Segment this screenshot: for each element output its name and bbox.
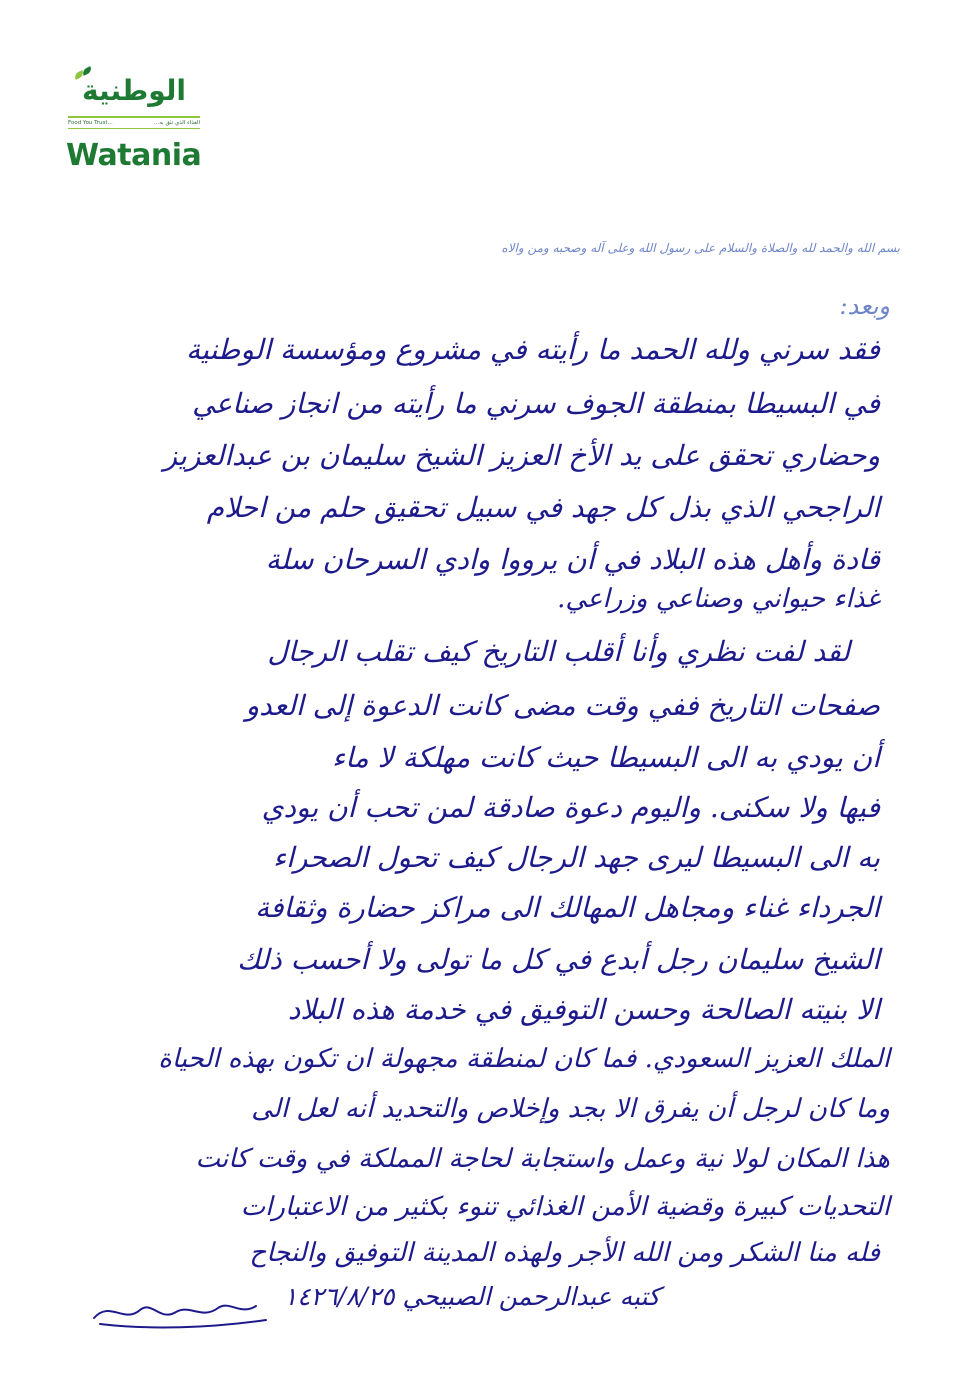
letter-line: أن يودي به الى البسيطا حيث كانت مهلكة لا ماء: [332, 741, 880, 774]
letter-line: الراجحي الذي بذل كل جهد في سبيل تحقيق حلم من احلام: [206, 491, 880, 524]
letter-line: فيها ولا سكنى. واليوم دعوة صادقة لمن تحب أن يودي: [261, 791, 880, 824]
letter-line: الا بنيته الصالحة وحسن التوفيق في خدمة هذه البلاد: [287, 993, 880, 1026]
logo-divider: [68, 128, 200, 129]
letter-line: الشيخ سليمان رجل أبدع في كل ما تولى ولا أحسب ذلك: [237, 943, 880, 976]
letter-line: بسم الله والحمد لله والصلاة والسلام على رسول الله وعلى آله وصحبه ومن والاه: [501, 241, 900, 255]
letter-line: التحديات كبيرة وقضية الأمن الغذائي تنوء بكثير من الاعتبارات: [240, 1192, 890, 1222]
letter-signature-line: كتبه عبدالرحمن الصبيحي ١٤٢٦/٨/٢٥: [283, 1282, 660, 1311]
logo-tagline: [68, 118, 200, 128]
logo-arabic-name: الوطنية: [82, 74, 186, 107]
letter-line: به الى البسيطا ليرى جهد الرجال كيف تحول الصحراء: [272, 841, 880, 874]
letter-line: غذاء حيواني وصناعي وزراعي.: [557, 584, 880, 614]
letter-line: لقد لفت نظري وأنا أقلب التاريخ كيف تقلب الرجال: [267, 635, 850, 668]
letter-line: فقد سرني ولله الحمد ما رأيته في مشروع ومؤسسة الوطنية: [186, 333, 880, 366]
letter-line: وما كان لرجل أن يفرق الا بجد وإخلاص والتحديد أنه لعل الى: [251, 1094, 890, 1124]
letter-line: قادة وأهل هذه البلاد في أن يرووا وادي السرحان سلة: [265, 543, 880, 576]
signature-scribble: [90, 1294, 270, 1334]
logo-tagline-arabic: الغذاء الذي تثق به...: [153, 120, 200, 126]
letter-line: وبعد:: [839, 292, 890, 320]
letter-line: فله منا الشكر ومن الله الأجر ولهذه المدينة التوفيق والنجاح: [249, 1238, 880, 1268]
letter-line: وحضاري تحقق على يد الأخ العزيز الشيخ سليمان بن عبدالعزيز: [163, 439, 880, 472]
company-logo: [66, 68, 206, 178]
letter-line: صفحات التاريخ ففي وقت مضى كانت الدعوة إلى العدو: [245, 689, 880, 722]
handwritten-letter: [60, 228, 920, 1338]
letter-line: الجرداء غناء ومجاهل المهالك الى مراكز حضارة وثقافة: [255, 891, 880, 924]
logo-latin-name: Watania: [66, 138, 202, 173]
letter-line: هذا المكان لولا نية وعمل واستجابة لحاجة المملكة في وقت كانت: [195, 1144, 890, 1174]
letter-line: في البسيطا بمنطقة الجوف سرني ما رأيته من انجاز صناعي: [192, 387, 880, 420]
logo-tagline-latin: Food You Trust...: [68, 120, 113, 126]
letter-line: الملك العزيز السعودي. فما كان لمنطقة مجهولة ان تكون بهذه الحياة: [158, 1044, 890, 1074]
